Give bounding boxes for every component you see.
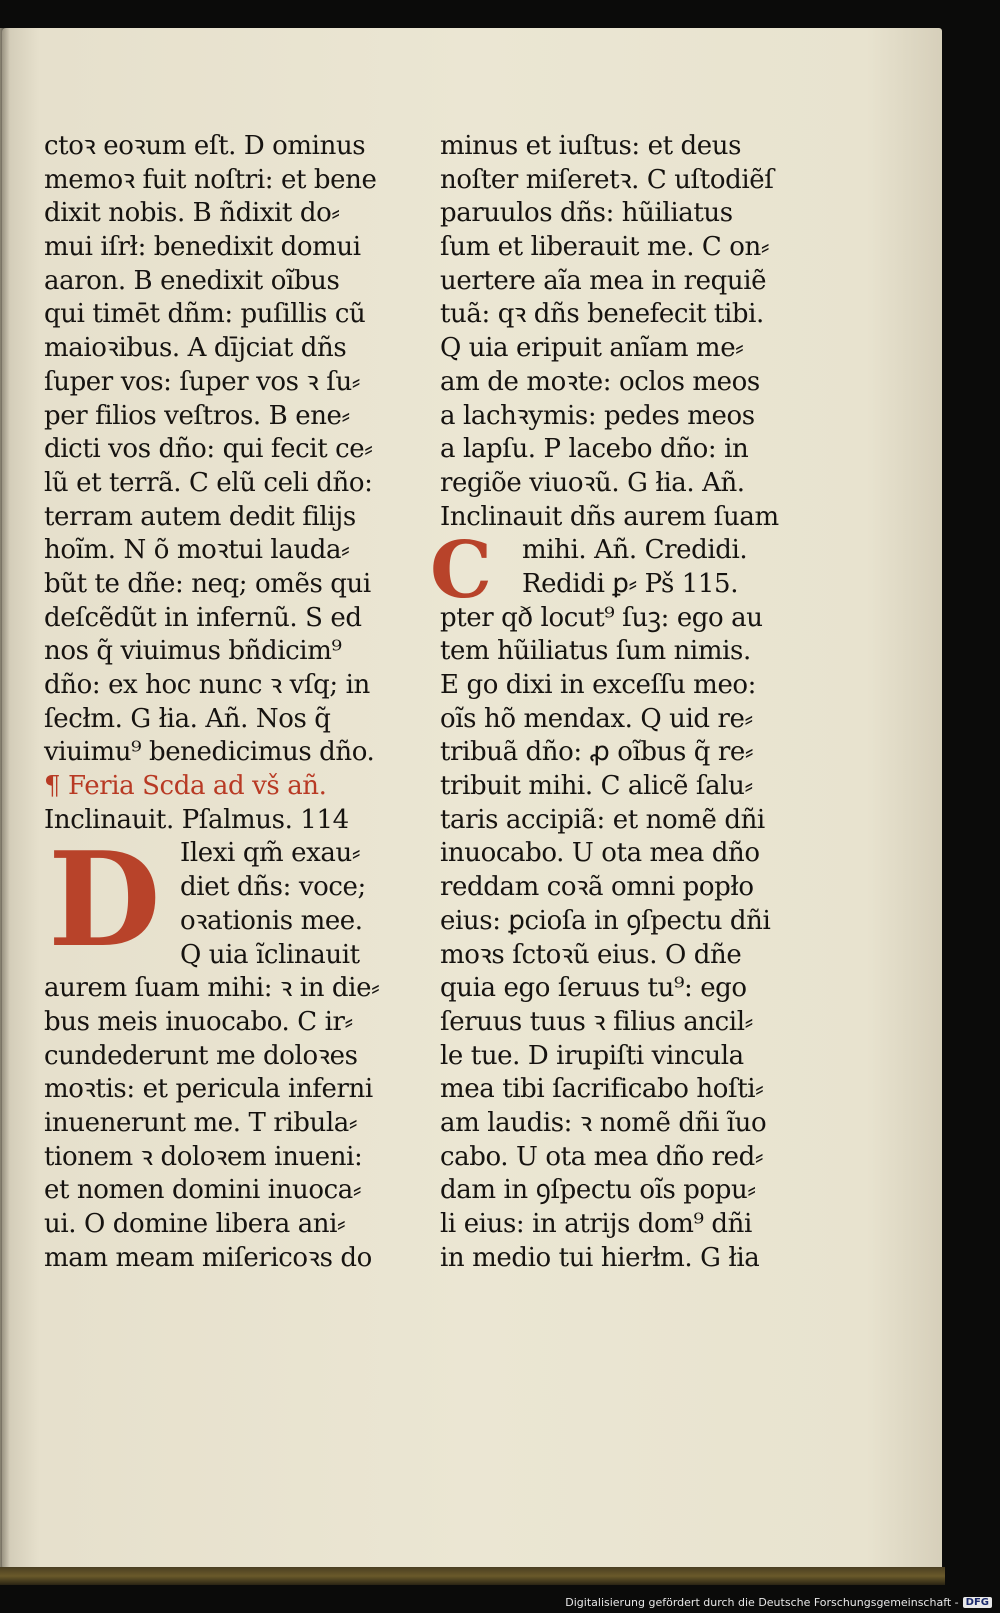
text-line: moꝛs ſctoꝛũ eius. O dñe — [440, 939, 742, 970]
text-line: cabo. U ota mea dño red⸗ — [440, 1141, 764, 1172]
text-line: noſter miſeretꝛ. C uſtodiẽſ — [440, 164, 774, 195]
text-line: regiõe viuoꝛũ. G łia. Añ. — [440, 467, 745, 498]
text-line: minus et iuſtus: et deus — [440, 131, 742, 161]
text-line: bus meis inuocabo. C ir⸗ — [44, 1006, 353, 1037]
text-line: mea tibi ſacrificabo hoſti⸗ — [440, 1074, 764, 1105]
text-line: tionem ꝛ doloꝛem inueni: — [44, 1141, 363, 1172]
text-line: inuocabo. U ota mea dño — [440, 838, 760, 869]
text-line: qui timēt dñm: puſillis cũ — [44, 299, 366, 330]
text-line: Inclinauit. Pſalmus. 114 — [44, 804, 349, 835]
text-line: Q uia ĩclinauit — [180, 939, 360, 970]
text-line: a lachꝛymis: pedes meos — [440, 400, 755, 431]
text-line: ſum et liberauit me. C on⸗ — [440, 232, 770, 263]
text-line: le tue. D irupiſti vincula — [440, 1040, 744, 1071]
text-line: Redidi ꝑ⸗ Pš 115. — [522, 568, 739, 599]
page-edge-shadow — [0, 28, 10, 1573]
text-line: ſeruus tuus ꝛ filius ancil⸗ — [440, 1006, 753, 1037]
text-column-right — [440, 130, 820, 1275]
text-line: oꝛationis mee. — [180, 905, 363, 936]
text-line: mihi. Añ. Credidi. — [522, 535, 748, 566]
text-line: taris accipiã: et nomẽ dñi — [440, 804, 765, 835]
text-line: E go dixi in exceſſu meo: — [440, 670, 757, 700]
text-line: viuimu⁹ benedicimus dño. — [44, 737, 375, 768]
text-line: aurem ſuam mihi: ꝛ in die⸗ — [44, 973, 380, 1004]
text-line: nos q̃ viuimus bñdicim⁹ — [44, 636, 342, 667]
text-line: ¶ Feria Scda ad vš añ. — [44, 771, 327, 802]
text-line: Q uia eripuit anĩam me⸗ — [440, 333, 744, 364]
text-line: eius: ꝑcioſa in ꝯſpectu dñi — [440, 905, 771, 936]
text-line: paruulos dñs: hũiliatus — [440, 198, 733, 229]
text-line: reddam coꝛã omni popło — [440, 872, 754, 903]
dfg-logo: DFG — [963, 1597, 992, 1608]
text-line: quia ego ſeruus tu⁹: ego — [440, 973, 747, 1004]
text-line: mam meam miſericoꝛs do — [44, 1242, 372, 1273]
text-line: a lapſu. P lacebo dño: in — [440, 434, 749, 465]
text-line: uertere aĩa mea in requiẽ — [440, 265, 767, 296]
text-line: am de moꝛte: oclos meos — [440, 366, 760, 397]
text-line: moꝛtis: et pericula inferni — [44, 1074, 373, 1105]
footer-credit — [565, 1596, 992, 1609]
book-binding-edge — [0, 1567, 945, 1585]
text-line: lũ et terrã. C elũ celi dño: — [44, 467, 373, 498]
text-line: deſcẽdũt in infernũ. S ed — [44, 602, 362, 633]
text-line: Inclinauit dñs aurem ſuam — [440, 501, 779, 532]
text-line: in medio tui hierłm. G łia — [440, 1242, 760, 1273]
large-red-initial-left: D — [48, 823, 161, 976]
text-line: diet dñs: voce; — [180, 872, 366, 903]
text-line: inuenerunt me. T ribula⸗ — [44, 1107, 358, 1138]
text-line: am laudis: ꝛ nomẽ dñi ĩuo — [440, 1107, 767, 1138]
text-line: ſecłm. G łia. Añ. Nos q̃ — [44, 703, 331, 734]
text-line: terram autem dedit filijs — [44, 501, 356, 532]
text-line: Ilexi qm̃ exau⸗ — [180, 838, 361, 869]
text-line: bũt te dñe: neq; omẽs qui — [44, 568, 371, 599]
text-column-left — [44, 130, 424, 1275]
text-line: dño: ex hoc nunc ꝛ vſq; in — [44, 670, 370, 700]
text-line: ctoꝛ eoꝛum eſt. D ominus — [44, 131, 366, 161]
large-red-initial-right: C — [430, 525, 493, 616]
text-line: tuã: qꝛ dñs benefecit tibi. — [440, 299, 764, 330]
text-line: dixit nobis. B ñdixit do⸗ — [44, 198, 340, 229]
text-line: oĩs hõ mendax. Q uid re⸗ — [440, 703, 753, 734]
text-line: tribuit mihi. C alicẽ ſalu⸗ — [440, 771, 753, 802]
text-line: li eius: in atrijs dom⁹ dñi — [440, 1209, 752, 1239]
text-line: per filios veſtros. B ene⸗ — [44, 400, 350, 431]
text-line: ui. O domine libera ani⸗ — [44, 1209, 346, 1239]
text-line: memoꝛ fuit noſtri: et bene — [44, 164, 377, 195]
text-line: tribuã dño: ꝓ oĩbus q̃ re⸗ — [440, 737, 754, 768]
text-line: et nomen domini inuoca⸗ — [44, 1175, 362, 1206]
text-line: ſuper vos: ſuper vos ꝛ ſu⸗ — [44, 366, 361, 397]
footer-text: Digitalisierung gefördert durch die Deutsche Forschungsgemeinschaft - — [565, 1596, 959, 1609]
text-line: mui iſrł: benedixit domui — [44, 232, 361, 263]
text-line: tem hũiliatus ſum nimis. — [440, 636, 751, 667]
text-line: aaron. B enedixit oĩbus — [44, 265, 340, 296]
text-line: maioꝛibus. A dījciat dñs — [44, 333, 347, 364]
text-line: pter qð locut⁹ ſuꝫ: ego au — [440, 602, 763, 633]
text-line: dicti vos dño: qui fecit ce⸗ — [44, 434, 373, 465]
text-line: hoĩm. N õ moꝛtui lauda⸗ — [44, 535, 350, 566]
text-line: dam in ꝯſpectu oĩs popu⸗ — [440, 1175, 756, 1206]
text-line: cundederunt me doloꝛes — [44, 1040, 358, 1071]
